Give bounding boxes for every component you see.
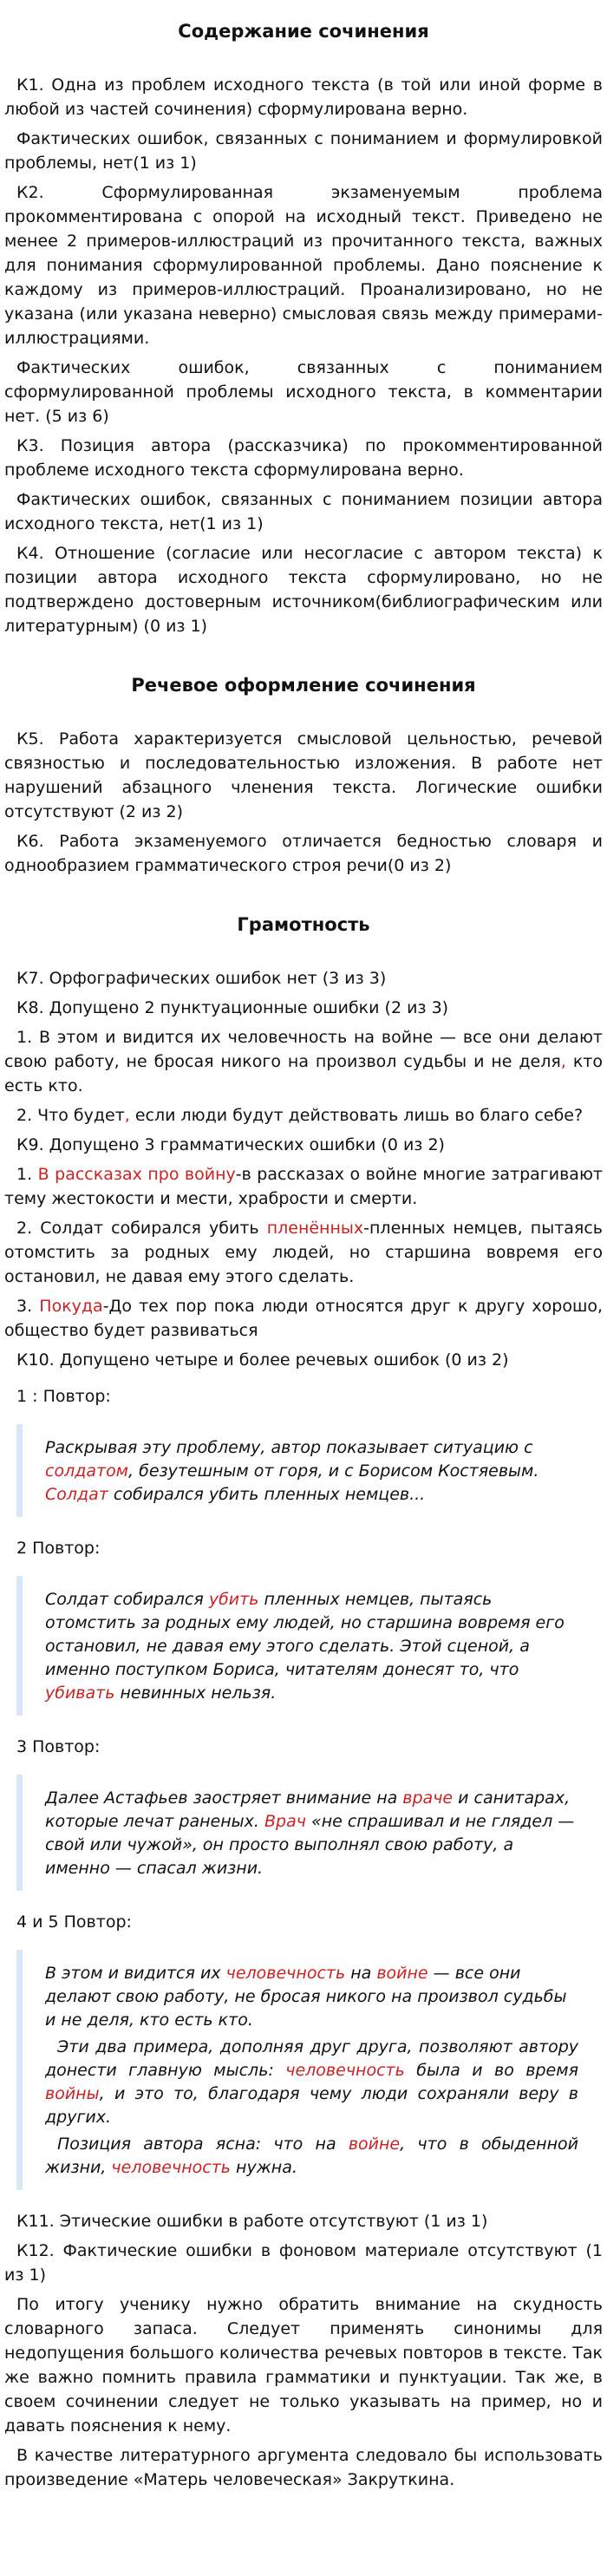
criterion-k3: К3. Позиция автора (рассказчика) по прокомментированной проблеме исходного текста сформулирована верно. [4, 436, 603, 480]
criterion-k1-note: Фактических ошибок, связанных с пониманием и формулировкой проблемы, нет(1 из 1) [4, 129, 603, 173]
repeat-label-1: 1 : Повтор: [16, 1387, 111, 1406]
criterion-k8: К8. Допущено 2 пунктуационные ошибки (2 из 3) [16, 998, 449, 1017]
criterion-k1: К1. Одна из проблем исходного текста (в той или иной форме в любой из частей сочинения) сформулирована верно. [4, 75, 603, 119]
repeat-highlight: человечность [111, 2158, 231, 2177]
grammar-error-2: 2. Солдат собирался убить пленённых-пленных немцев, пытаясь отомстить за родных ему людей, но старшина вовремя его остановил, не давая ему этого сделать. [4, 1219, 603, 1286]
repeat-highlight: Солдат [45, 1485, 108, 1504]
repeat-highlight: войны [45, 2084, 100, 2103]
repeat-highlight: убить [208, 1590, 259, 1609]
repeat-highlight: враче [402, 1788, 454, 1808]
criterion-k9: К9. Допущено 3 грамматических ошибки (0 из 2) [16, 1135, 445, 1154]
error-highlight: Покуда [39, 1297, 103, 1316]
error-highlight: пленённых [266, 1219, 364, 1238]
repeat-label-2: 2 Повтор: [16, 1539, 101, 1558]
criterion-k2-note: Фактических ошибок, связанных с пониманием сформулированной проблемы исходного текста, в комментарии нет. (5 из 6) [4, 358, 603, 426]
criterion-k12: К12. Фактические ошибки в фоновом материале отсутствуют (1 из 1) [4, 2241, 603, 2285]
criterion-k7: К7. Орфографических ошибок нет (3 из 3) [16, 969, 387, 988]
repeat-highlight: солдатом [45, 1461, 129, 1481]
repeat-label-4: 4 и 5 Повтор: [16, 1912, 132, 1932]
criterion-k5: К5. Работа характеризуется смысловой цельностью, речевой связностью и последовательностью изложения. В работе нет нарушений абзацного членения текста. Логические ошибки отсутствуют (2 из 2) [4, 729, 603, 821]
repeat-highlight: Врач [264, 1812, 306, 1831]
criterion-k2: К2. Сформулированная экзаменуемым проблема прокомментирована с опорой на исходный текст. Приведено не менее 2 примеров-иллюстраций из прочитанного текста, важных для понимания сформулированной проблемы. Дано пояснение к каждому из примеров-иллюстраций. Проанализировано, но не указана (или указана неверно) смысловая связь между примерами-иллюстрациями. [4, 183, 603, 348]
criterion-k3-note: Фактических ошибок, связанных с пониманием позиции автора исходного текста, нет(1 из 1) [4, 490, 603, 533]
repeat-quote-3: Далее Астафьев заостряет внимание на враче и санитарах, которые лечат раненых. Врач «не спрашивал и не глядел — свой или чужой», он просто выполнял свою работу, а именно — спасал жизни. [16, 1775, 603, 1891]
summary-paragraph: По итогу ученику нужно обратить внимание на скудность словарного запаса. Следует применять синонимы для недопущения большого количества речевых повторов в тексте. Так же важно помнить правила грамматики и пунктуации. Так же, в своем сочинении следует не только указывать на пример, но и давать пояснения к нему. [4, 2295, 603, 2435]
punctuation-error-1: 1. В этом и видится их человечность на войне — все они делают свою работу, не бросая никого на произвол судьбы и не деля, кто есть кто. [4, 1028, 603, 1095]
repeat-highlight: войне [348, 2135, 401, 2154]
repeat-highlight: убивать [45, 1684, 115, 1703]
literacy-section-title: Грамотность [237, 914, 370, 935]
punctuation-error-2: 2. Что будет, если люди будут действовать лишь во благо себе? [16, 1106, 584, 1125]
repeat-highlight: войне [376, 1964, 428, 1983]
repeat-highlight: человечность [225, 1964, 346, 1983]
repeat-quote-4: В этом и видится их человечность на войне — все они делают свою работу, не бросая никого на произвол судьбы и не деля, кто есть кто. Эти два примера, дополняя друг друга, позволяют автору донести главную мысль: человечность была и во время войны, и это то, благодаря чему люди сохраняли веру в других. Позиция автора ясна: что на войне, что в обыденной жизни, человечность нужна. [16, 1950, 603, 2190]
repeat-quote-1: Раскрывая эту проблему, автор показывает ситуацию с солдатом, безутешным от горя, и с Борисом Костяевым. Солдат собирался убить пленных немцев... [16, 1424, 603, 1517]
content-section-title: Содержание сочинения [178, 21, 429, 42]
grammar-error-3: 3. Покуда-До тех пор пока люди относятся друг к другу хорошо, общество будет развиваться [4, 1297, 603, 1340]
repeat-highlight: человечность [285, 2061, 405, 2080]
repeat-label-3: 3 Повтор: [16, 1737, 101, 1756]
criterion-k4: К4. Отношение (согласие или несогласие с автором текста) к позиции автора исходного текста сформулировано, но не подтверждено достоверным источником(библиографическим или литературным) (0 из 1) [4, 544, 603, 636]
error-highlight: В рассказах про войну [37, 1165, 236, 1184]
advice-paragraph: В качестве литературного аргумента следовало бы использовать произведение «Матерь человеческая» Закруткина. [4, 2446, 603, 2489]
repeat-quote-2: Солдат собирался убить пленных немцев, пытаясь отомстить за родных ему людей, но старшина вовремя его остановил, не давая ему этого сделать. Этой сценой, а именно поступком Бориса, читателям донесят то, что убивать невинных нельзя. [16, 1576, 603, 1716]
speech-section-title: Речевое оформление сочинения [131, 675, 476, 696]
grammar-error-1: 1. В рассказах про войну-в рассказах о войне многие затрагивают тему жестокости и мести, храбрости и смерти. [4, 1165, 604, 1208]
error-highlight: , [124, 1106, 130, 1125]
criterion-k10: К10. Допущено четыре и более речевых ошибок (0 из 2) [16, 1350, 509, 1370]
error-highlight: , [560, 1052, 566, 1071]
criterion-k11: К11. Этические ошибки в работе отсутствуют (1 из 1) [16, 2212, 488, 2231]
criterion-k6: К6. Работа экзаменуемого отличается бедностью словаря и однообразием грамматического строя речи(0 из 2) [4, 832, 603, 875]
